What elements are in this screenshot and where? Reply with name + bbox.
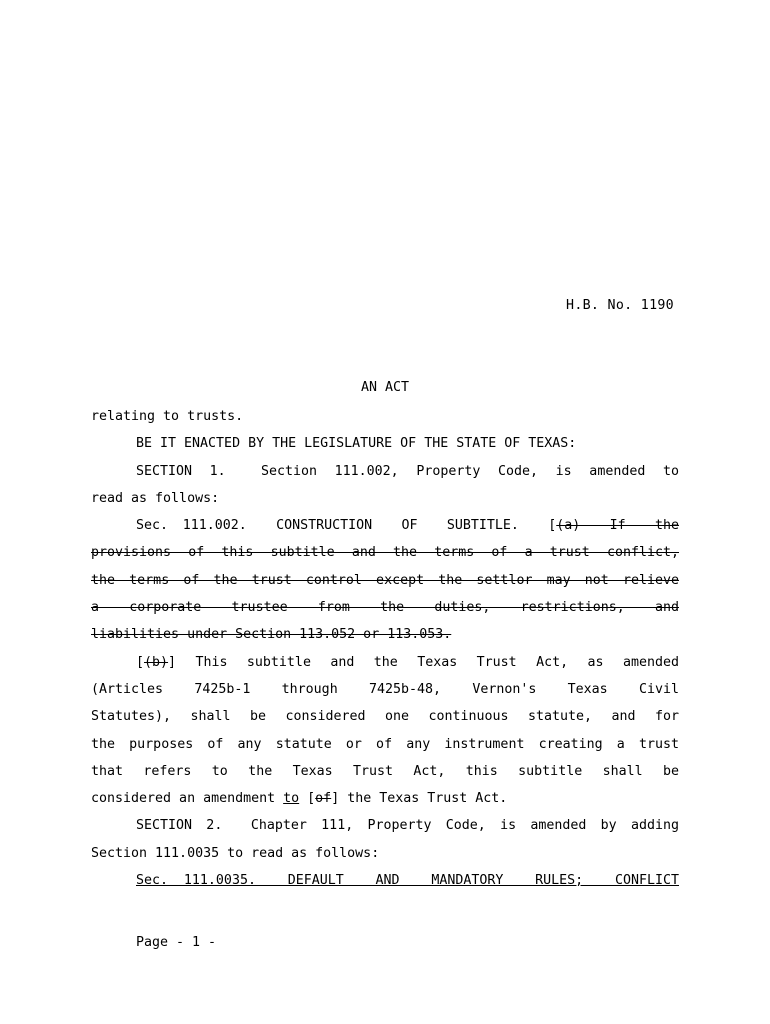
body-text: ] This subtitle and the Texas Trust Act, as amended xyxy=(168,654,679,670)
body-text: considered an amendment xyxy=(91,791,284,807)
body-text: SECTION 1. Section 111.002, Property Code, is amended to xyxy=(136,463,679,479)
body-text: [ xyxy=(299,791,316,807)
inserted-line xyxy=(91,871,679,898)
section-1-heading xyxy=(91,462,679,489)
body-text: that refers to the Texas Trust Act, this subtitle shall be xyxy=(91,763,679,779)
body-text: Statutes), shall be considered one continuous statute, and for xyxy=(91,709,679,725)
section-2-heading xyxy=(91,816,679,843)
body-line: Section 111.0035 to read as follows: xyxy=(91,845,380,861)
body-line: relating to trusts. xyxy=(91,409,244,424)
body-line xyxy=(91,789,679,816)
bill-number: H.B. No. 1190 xyxy=(566,298,674,313)
inserted-text: to xyxy=(283,791,300,807)
body-line xyxy=(91,707,679,734)
deleted-text: the terms of the trust control except the settlor may not relieve xyxy=(91,572,679,588)
deleted-text: (a) If the xyxy=(556,518,679,534)
body-text: (Articles 7425b-1 through 7425b-48, Vernon's Texas Civil xyxy=(91,681,679,697)
enacting-clause: BE IT ENACTED BY THE LEGISLATURE OF THE STATE OF TEXAS: xyxy=(136,436,577,452)
sec-111-002-heading xyxy=(91,516,679,543)
page-number: Page - 1 - xyxy=(136,935,217,950)
inserted-text: Sec. 111.0035. DEFAULT AND MANDATORY RULES; CONFLICT xyxy=(136,873,679,889)
body-line: read as follows: xyxy=(91,490,220,506)
body-line xyxy=(91,680,679,707)
deleted-line xyxy=(91,571,679,598)
deleted-text: of xyxy=(315,791,332,807)
deleted-line xyxy=(91,543,679,570)
body-line xyxy=(91,735,679,762)
body-line xyxy=(91,653,679,680)
body-text: ] the Texas Trust Act. xyxy=(331,791,508,807)
body-text: the purposes of any statute or of any instrument creating a trust xyxy=(91,736,679,752)
deleted-line xyxy=(91,598,679,625)
body-text: Sec. 111.002. CONSTRUCTION OF SUBTITLE. [ xyxy=(136,518,557,534)
deleted-text: (b) xyxy=(144,654,169,670)
body-line xyxy=(91,762,679,789)
deleted-text: provisions of this subtitle and the terms of a trust conflict, xyxy=(91,545,679,561)
bill-body xyxy=(91,407,679,898)
bracket: [ xyxy=(136,654,145,670)
deleted-text: a corporate trustee from the duties, restrictions, and xyxy=(91,600,679,616)
act-title: AN ACT xyxy=(360,380,410,395)
body-text: SECTION 2. Chapter 111, Property Code, is amended by adding xyxy=(136,818,679,834)
deleted-line: liabilities under Section 113.052 or 113.053. xyxy=(91,627,452,643)
